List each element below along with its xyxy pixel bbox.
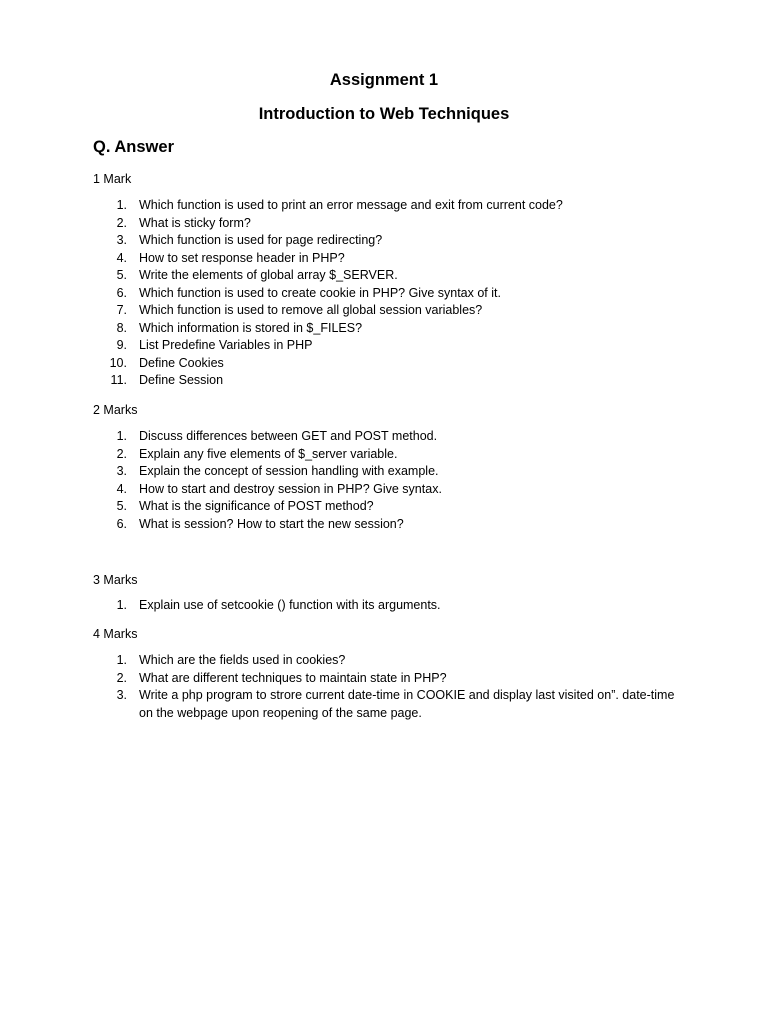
question-number: 3. [116,233,127,247]
question-text: What is the significance of POST method? [139,499,374,513]
question-list-1-mark [93,197,693,390]
question-text: Explain any five elements of $_server variable. [139,446,398,461]
question-text: Discuss differences between GET and POST method. [139,429,438,443]
list-item [93,652,693,670]
question-number: 1. [116,198,127,212]
question-text: Which are the fields used in cookies? [139,653,346,667]
question-text: What is sticky form? [139,215,251,230]
question-text: Which function is used to print an error message and exit from current code? [139,198,563,212]
list-item [93,372,693,390]
question-text: Which function is used to create cookie in PHP? Give syntax of it. [139,285,501,300]
question-number: 5. [116,499,127,513]
list-item [93,463,693,481]
question-number: 4. [116,250,127,265]
question-number: 2. [116,446,127,461]
marks-label-3: 3 Marks [93,573,138,587]
question-text: How to set response header in PHP? [139,250,345,265]
list-item [93,232,693,250]
question-text: Define Cookies [139,355,224,370]
question-number: 6. [116,516,127,531]
question-number: 9. [116,338,127,352]
question-text: Explain use of setcookie () function with its arguments. [139,598,441,612]
question-number: 1. [116,429,127,443]
question-number: 1. [116,598,127,612]
list-item [93,337,693,355]
list-item [93,428,693,446]
list-item [93,516,693,534]
list-item [93,687,693,722]
list-item [93,446,693,464]
question-text: What are different techniques to maintain state in PHP? [139,670,447,685]
marks-label-4: 4 Marks [93,627,138,641]
question-number: 10. [109,355,127,370]
list-item [93,320,693,338]
question-number: 5. [116,268,127,282]
question-text: List Predefine Variables in PHP [139,338,313,352]
question-number: 2. [116,215,127,230]
question-number: 4. [116,481,127,496]
list-item [93,355,693,373]
question-number: 3. [116,464,127,478]
question-text: Which function is used to remove all global session variables? [139,303,483,317]
question-list-2-marks [93,428,693,533]
question-text: Write the elements of global array $_SERVER. [139,268,398,282]
document-title: Assignment 1 [329,71,439,89]
question-text: How to start and destroy session in PHP? Give syntax. [139,481,442,496]
question-number: 1. [116,653,127,667]
marks-label-1: 1 Mark [93,172,132,186]
list-item [93,267,693,285]
question-number: 3. [116,688,127,702]
marks-label-2: 2 Marks [93,403,138,417]
list-item [93,215,693,233]
question-number: 2. [116,670,127,685]
list-item [93,498,693,516]
question-text: Explain the concept of session handling with example. [139,464,439,478]
question-number: 11. [110,373,127,387]
list-item [93,302,693,320]
question-number: 8. [116,320,127,335]
question-number: 7. [116,303,127,317]
list-item [93,597,693,615]
question-list-3-marks [93,597,693,615]
question-text: Which information is stored in $_FILES? [139,320,363,335]
question-list-4-marks [93,652,693,722]
question-text: Define Session [139,373,224,387]
list-item [93,197,693,215]
document-subtitle: Introduction to Web Techniques [258,105,510,123]
question-text: What is session? How to start the new session? [139,516,404,531]
list-item [93,670,693,688]
section-heading: Q. Answer [93,138,174,156]
question-number: 6. [116,285,127,300]
list-item [93,250,693,268]
list-item [93,481,693,499]
question-text: Write a php program to strore current date-time in COOKIE and display last visited on”. date-time on the webpage upon reopening of the same page. [139,688,675,720]
list-item [93,285,693,303]
question-text: Which function is used for page redirecting? [139,233,383,247]
